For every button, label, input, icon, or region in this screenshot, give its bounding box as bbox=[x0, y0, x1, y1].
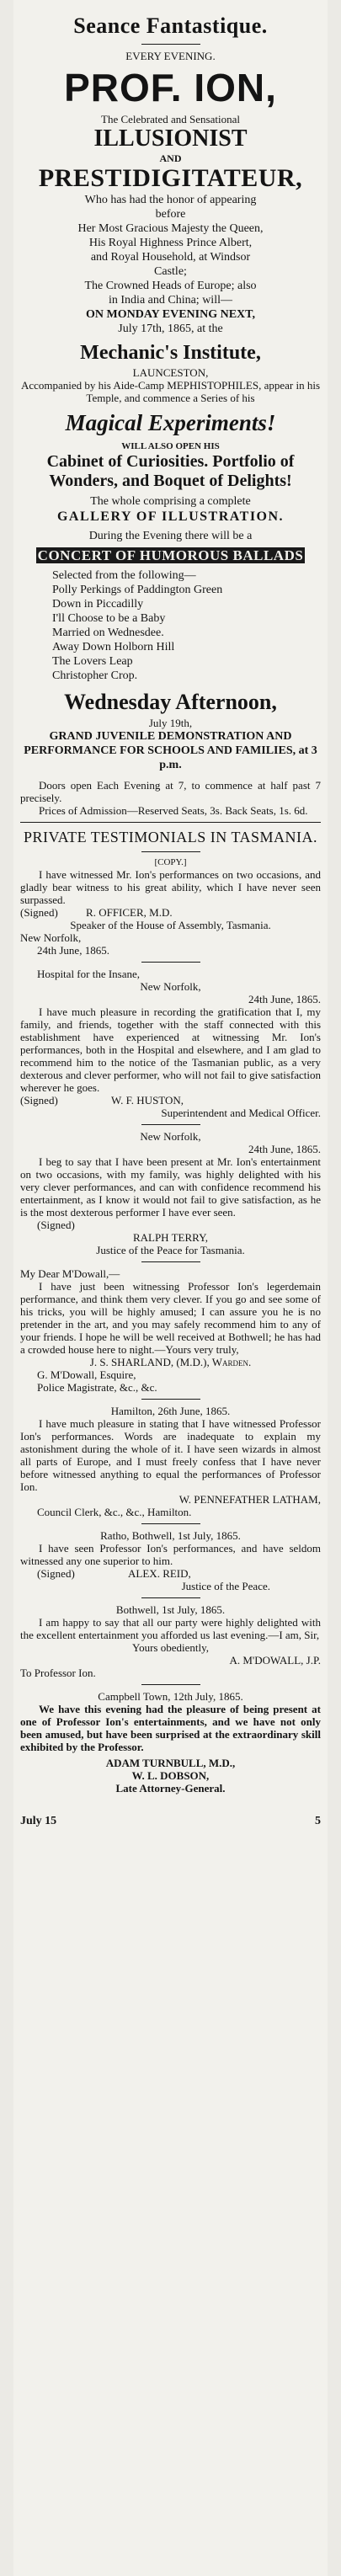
testimonial-reid bbox=[20, 1529, 321, 1592]
divider bbox=[141, 44, 200, 45]
addressee-role: Police Magistrate, &c., &c. bbox=[37, 1381, 157, 1394]
divider bbox=[141, 851, 200, 852]
honor-line: Her Most Gracious Majesty the Queen, bbox=[77, 222, 264, 235]
testimonial-heading: Hospital for the Insane, bbox=[37, 968, 141, 980]
signatory-name: ADAM TURNBULL, M.D., bbox=[105, 1757, 236, 1769]
footer-date: July 15 bbox=[20, 1815, 57, 1827]
celebrated-line: The Celebrated and Sensational bbox=[101, 113, 240, 125]
testimonial-body: I have seen Professor Ion's performances, and have seldom witnessed any one superior to him. bbox=[20, 1542, 321, 1567]
testimonial-place: New Norfolk, bbox=[140, 980, 201, 993]
honor-line: ON MONDAY EVENING NEXT, bbox=[86, 308, 255, 321]
prestidigitateur-heading: PRESTIDIGITATEUR, bbox=[38, 164, 303, 192]
gallery-heading: GALLERY OF ILLUSTRATION. bbox=[56, 509, 285, 524]
testimonial-sharland bbox=[20, 1267, 321, 1394]
advertisement bbox=[20, 13, 321, 817]
illusionist-heading: ILLUSIONIST bbox=[93, 125, 248, 152]
newspaper-clipping bbox=[13, 0, 328, 2576]
signatory-role: Council Clerk, &c., &c., Hamilton. bbox=[37, 1506, 192, 1518]
testimonial-place: New Norfolk, bbox=[20, 931, 82, 944]
testimonial-date: Ratho, Bothwell, 1st July, 1865. bbox=[100, 1529, 241, 1542]
signatory-name: W. L. DOBSON, bbox=[131, 1769, 210, 1782]
honor-line: His Royal Highness Prince Albert, bbox=[88, 237, 253, 249]
testimonial-officer bbox=[20, 868, 321, 957]
ballad-item: The Lovers Leap bbox=[52, 655, 133, 668]
wednesday-heading: Wednesday Afternoon, bbox=[64, 690, 277, 714]
testimonial-mdowall bbox=[20, 1603, 321, 1679]
divider bbox=[141, 1597, 200, 1598]
performer-name: PROF. ION, bbox=[64, 66, 277, 109]
will-also-open: WILL ALSO OPEN HIS bbox=[121, 441, 220, 451]
honor-line: The Crowned Heads of Europe; also bbox=[84, 280, 257, 292]
testimonial-date: 24th June, 1865. bbox=[37, 944, 109, 957]
copy-mark: [COPY.] bbox=[154, 857, 187, 867]
signatory-name: W. F. HUSTON, bbox=[111, 1094, 184, 1107]
honor-line: in India and China; will— bbox=[109, 294, 232, 307]
every-evening: EVERY EVENING. bbox=[125, 50, 216, 62]
signatory-role: Justice of the Peace for Tasmania. bbox=[96, 1244, 245, 1256]
divider bbox=[141, 1261, 200, 1262]
signatory-role: Speaker of the House of Assembly, Tasmania. bbox=[70, 919, 271, 931]
signatory-name: W. PENNEFATHER LATHAM, bbox=[178, 1493, 321, 1506]
divider bbox=[141, 1523, 200, 1524]
testimonial-salutation: My Dear M'Dowall,— bbox=[20, 1267, 120, 1280]
divider bbox=[141, 1399, 200, 1400]
ballad-item: I'll Choose to be a Baby bbox=[52, 612, 166, 625]
testimonial-date: Bothwell, 1st July, 1865. bbox=[115, 1603, 226, 1616]
juvenile-performance: GRAND JUVENILE DEMONSTRATION AND PERFORMANCE FOR SCHOOLS AND FAMILIES, at 3 p.m. bbox=[24, 730, 317, 771]
testimonial-signature bbox=[20, 1094, 321, 1107]
magical-experiments-heading: Magical Experiments! bbox=[65, 410, 276, 435]
signatory-name: A. M'DOWALL, J.P. bbox=[229, 1654, 321, 1667]
accompanied-text: Accompanied by his Aide-Camp MEPHISTOPHILES, appear in his Temple, and commence a Series of his bbox=[20, 379, 321, 404]
divider bbox=[141, 1124, 200, 1125]
testimonial-terry bbox=[20, 1130, 321, 1256]
ballad-item: Away Down Holborn Hill bbox=[52, 641, 175, 653]
divider bbox=[141, 962, 200, 963]
selected-line: Selected from the following— bbox=[52, 569, 196, 582]
signed-label: (Signed) bbox=[20, 906, 58, 919]
testimonial-date: 24th June, 1865. bbox=[248, 1143, 321, 1155]
signed-label: (Signed) bbox=[20, 1094, 58, 1107]
july19-line: July 19th, bbox=[148, 717, 193, 729]
and-line: AND bbox=[159, 152, 182, 164]
ad-title: Seance Fantastique. bbox=[73, 13, 268, 38]
during-line: During the Evening there will be a bbox=[88, 530, 253, 542]
testimonial-body: I have much pleasure in recording the gratification that I, my family, and friends, together with the staff connected with this establishment have experienced at witnessing Mr. Ion's performances, both in the Hospital and elsewhere, and I am glad to recommend him to the notice of the Tasmanian public, as a very dexterous and clever performer, who will not fail to give satisfaction wherever he goes. bbox=[20, 1005, 321, 1094]
town-line: LAUNCESTON, bbox=[132, 366, 209, 379]
signed-label: (Signed) bbox=[37, 1219, 75, 1231]
ballad-item: Christopher Crop. bbox=[52, 669, 138, 682]
footer-mark: 5 bbox=[315, 1815, 321, 1827]
testimonial-latham bbox=[20, 1405, 321, 1518]
ballad-list bbox=[20, 568, 321, 683]
signatory-role: Superintendent and Medical Officer. bbox=[161, 1107, 321, 1119]
doors-open: Doors open Each Evening at 7, to commence at half past 7 precisely. bbox=[20, 779, 321, 804]
testimonial-closing: Yours obediently, bbox=[131, 1641, 209, 1654]
ballad-item: Married on Wednesdee. bbox=[52, 627, 164, 639]
testimonial-signature bbox=[20, 1567, 321, 1580]
divider bbox=[141, 1684, 200, 1685]
testimonials-heading: PRIVATE TESTIMONIALS IN TASMANIA. bbox=[23, 829, 318, 845]
venue-heading: Mechanic's Institute, bbox=[80, 342, 261, 364]
testimonial-date: 24th June, 1865. bbox=[248, 993, 321, 1005]
concert-banner bbox=[20, 547, 321, 565]
signatory-name: RALPH TERRY, bbox=[132, 1231, 209, 1244]
section-divider bbox=[20, 822, 321, 823]
concert-heading: CONCERT OF HUMOROUS BALLADS bbox=[37, 547, 304, 563]
signed-label: (Signed) bbox=[37, 1567, 75, 1580]
addressee: To Professor Ion. bbox=[20, 1667, 96, 1679]
signatory-role: Justice of the Peace. bbox=[181, 1580, 270, 1592]
testimonial-body: I have just been witnessing Professor Ion's legerdemain performance, and think them very clever. If you go and see some of his tricks, you will be highly amused; I can assure you he is no pretender in the art, and you may safely recommend him to any of your friends. I hope he will be well received at Bothwell; he has had a crowded house here to night.—Yours very truly, bbox=[20, 1280, 321, 1356]
testimonials bbox=[20, 828, 321, 1795]
clipping-footer bbox=[20, 1815, 321, 1828]
honor-line: before bbox=[155, 208, 186, 221]
comprising-line: The whole comprising a complete bbox=[90, 495, 251, 508]
testimonial-body: I have witnessed Mr. Ion's performances on two occasions, and gladly bear witness to his great ability, which I have never seen surpassed. bbox=[20, 868, 321, 906]
testimonial-body: I have much pleasure in stating that I have witnessed Professor Ion's performances. Words are inadequate to explain my astonishment during the whole of it. I have seen wizards in almost all parts of Europe, and I must freely confess that I have never before witnessed anything to equal the performances of Professor Ion. bbox=[20, 1417, 321, 1493]
honor-list bbox=[20, 193, 321, 336]
testimonial-date: Campbell Town, 12th July, 1865. bbox=[98, 1690, 243, 1703]
testimonial-place: New Norfolk, bbox=[140, 1130, 201, 1143]
signatory-name: J. S. SHARLAND, (M.D.), Warden. bbox=[89, 1356, 252, 1368]
ballad-item: Down in Piccadilly bbox=[52, 598, 144, 611]
signatory-name: ALEX. REID, bbox=[128, 1567, 191, 1580]
honor-line: and Royal Household, at Windsor bbox=[90, 251, 251, 264]
testimonial-date: Hamilton, 26th June, 1865. bbox=[110, 1405, 231, 1417]
admission-prices: Prices of Admission—Reserved Seats, 3s. Back Seats, 1s. 6d. bbox=[39, 804, 308, 817]
testimonial-body: I beg to say that I have been present at Mr. Ion's entertainment on two occasions, with my family, was highly delighted with his very clever performances, and can with confidence recommend his entertainment, as I know it would not fail to give satisfaction, as he is the most dexterous performer I have ever seen. bbox=[20, 1155, 321, 1219]
honor-line: July 17th, 1865, at the bbox=[118, 323, 223, 335]
testimonial-body: We have this evening had the pleasure of being present at one of Professor Ion's entertainments, and we have not only been amused, but have been surprised at the extraordinary skill exhibited by the Professor. bbox=[20, 1703, 321, 1753]
testimonial-huston bbox=[20, 968, 321, 1119]
testimonial-signature bbox=[20, 906, 321, 919]
honor-line: Who has had the honor of appearing bbox=[84, 194, 257, 206]
cabinet-heading: Cabinet of Curiosities. Portfolio of Wonders, and Boquet of Delights! bbox=[46, 452, 295, 490]
honor-line: Castle; bbox=[154, 265, 187, 278]
testimonial-turnbull bbox=[20, 1690, 321, 1795]
signatory-name: R. OFFICER, M.D. bbox=[86, 906, 173, 919]
ballad-item: Polly Perkings of Paddington Green bbox=[52, 584, 223, 596]
addressee-line: G. M'Dowall, Esquire, bbox=[37, 1368, 136, 1381]
signatory-role: Late Attorney-General. bbox=[115, 1782, 226, 1795]
testimonial-body: I am happy to say that all our party were highly delighted with the excellent entertainment you afforded us last evening.—I am, Sir, bbox=[20, 1616, 321, 1641]
